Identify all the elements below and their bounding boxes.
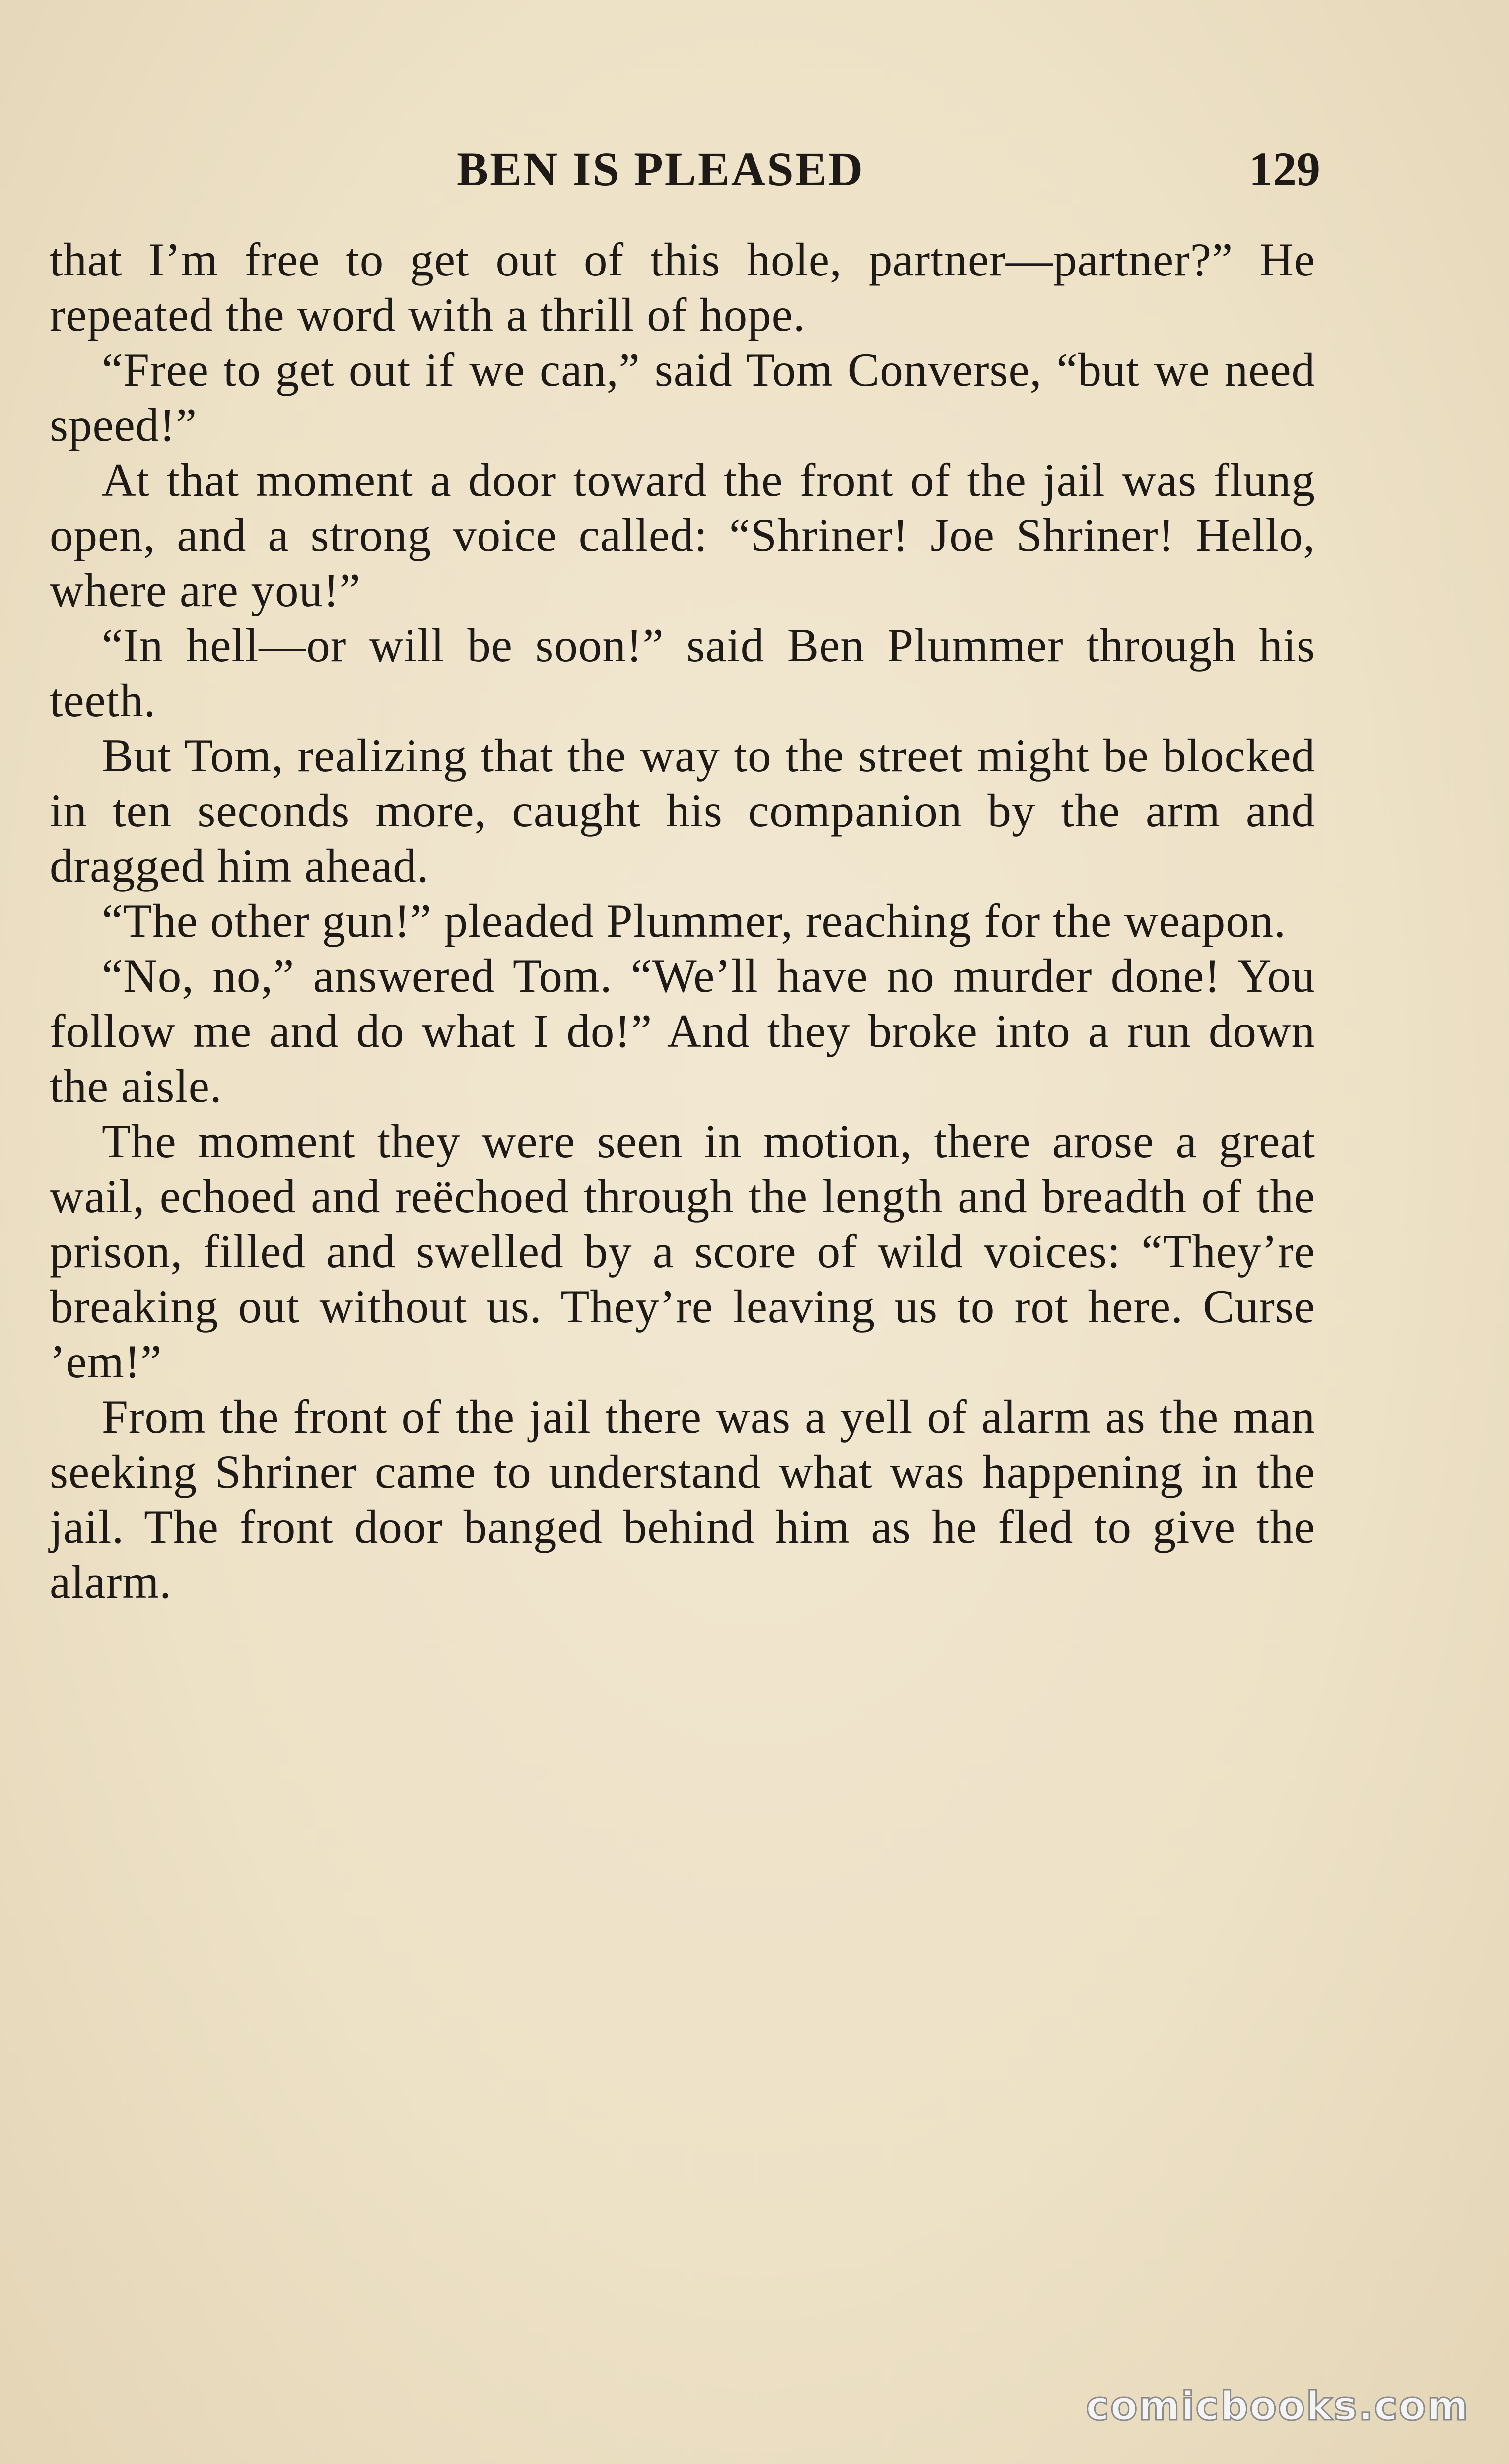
paragraph: From the front of the jail there was a yell of alarm as the man seeking Shriner came to understand what was happening in the jail. The front door banged behind him as he fled to give the alarm.: [50, 1390, 1315, 1608]
page-number: 129: [1249, 142, 1320, 196]
paragraph: that I’m free to get out of this hole, partner—partner?” He repeated the word with a thrill of hope.: [50, 233, 1315, 341]
paragraph: “No, no,” answered Tom. “We’ll have no murder done! You follow me and do what I do!” And they broke into a run down the aisle.: [50, 950, 1315, 1112]
paragraph: “Free to get out if we can,” said Tom Converse, “but we need speed!”: [50, 343, 1315, 451]
paragraph: “The other gun!” pleaded Plummer, reaching for the weapon.: [102, 894, 1287, 947]
paragraph: But Tom, realizing that the way to the street might be blocked in ten seconds more, caught his companion by the arm and dragged him ahead.: [50, 729, 1315, 892]
paragraph: The moment they were seen in motion, there arose a great wail, echoed and reëchoed through the length and breadth of the prison, filled and swelled by a score of wild voices: “They’re breaking out without us. They’re leaving us to rot here. Curse ’em!”: [50, 1115, 1315, 1388]
running-head: BEN IS PLEASED: [457, 142, 864, 196]
paragraph: At that moment a door toward the front of the jail was flung open, and a strong voice called: “Shriner! Joe Shriner! Hello, where are you!”: [50, 454, 1315, 616]
page-header: [50, 141, 1320, 201]
paragraph: “In hell—or will be soon!” said Ben Plummer through his teeth.: [50, 619, 1315, 727]
body-text: [50, 232, 1315, 1610]
watermark: comicbooks.com: [1086, 2383, 1469, 2429]
